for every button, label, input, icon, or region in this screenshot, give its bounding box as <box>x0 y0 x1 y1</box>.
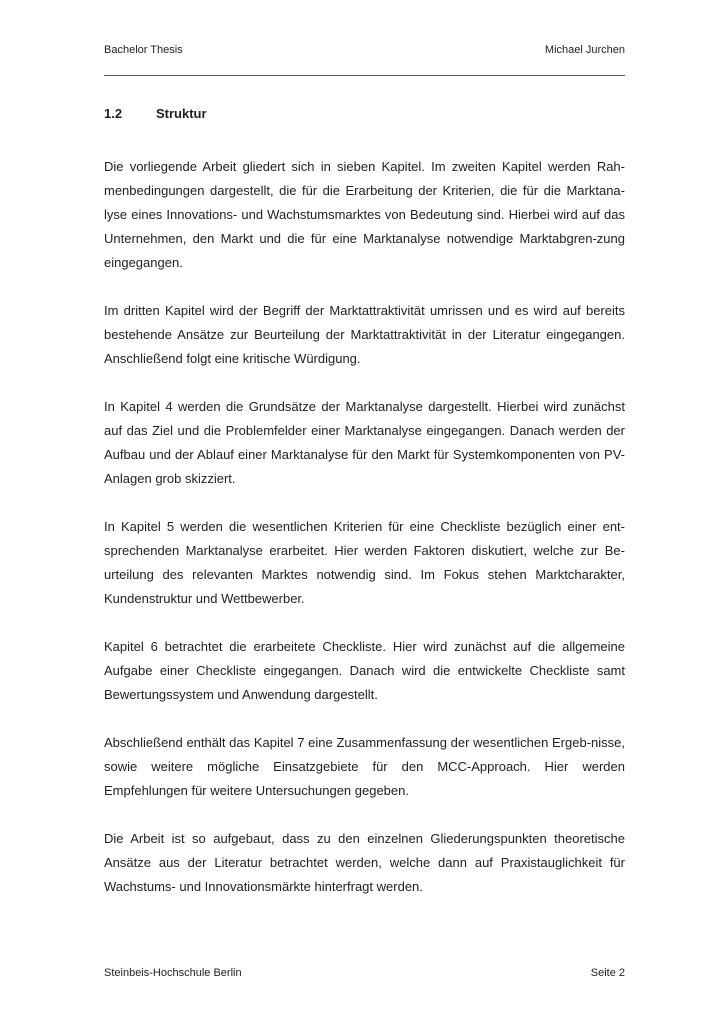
paragraph: Die vorliegende Arbeit gliedert sich in sieben Kapitel. Im zweiten Kapitel werden Rah-menbedingungen dargestellt, die für die Erarbeitung der Kriterien, die für die Marktana-lyse eines Innovations- und Wachstumsmarktes von Bedeutung sind. Hierbei wird auf das Unternehmen, den Markt und die für eine Marktanalyse notwendige Marktabgren-zung eingegangen. <box>104 159 625 270</box>
header-divider <box>104 75 625 76</box>
section-title: Struktur <box>156 106 207 121</box>
body-text <box>104 155 625 923</box>
paragraph: Abschließend enthält das Kapitel 7 eine Zusammenfassung der wesentlichen Ergeb-nisse, sowie weitere mögliche Einsatzgebiete für den MCC-Approach. Hier werden Empfehlungen für weitere Untersuchungen gegeben. <box>104 735 625 798</box>
paragraph: Im dritten Kapitel wird der Begriff der Marktattraktivität umrissen und es wird auf bereits bestehende Ansätze zur Beurteilung der Marktattraktivität in der Literatur eingegangen. Anschließend folgt eine kritische Würdigung. <box>104 303 625 366</box>
paragraph: In Kapitel 5 werden die wesentlichen Kriterien für eine Checkliste bezüglich einer ent-sprechenden Marktanalyse erarbeitet. Hier werden Faktoren diskutiert, welche zur Be-urteilung des relevanten Marktes notwendig sind. Im Fokus stehen Marktcharakter, Kundenstruktur und Wettbewerber. <box>104 519 625 606</box>
paragraph: Kapitel 6 betrachtet die erarbeitete Checkliste. Hier wird zunächst auf die allgemeine Aufgabe einer Checkliste eingegangen. Danach wird die entwickelte Checkliste samt Bewertungssystem und Anwendung dargestellt. <box>104 639 625 702</box>
page-header <box>104 42 625 58</box>
paragraph: In Kapitel 4 werden die Grundsätze der Marktanalyse dargestellt. Hierbei wird zunächst auf das Ziel und die Problemfelder einer Marktanalyse eingegangen. Danach werden der Aufbau und der Ablauf einer Marktanalyse für den Markt für Systemkomponenten von PV-Anlagen grob skizziert. <box>104 399 625 486</box>
header-document-type: Bachelor Thesis <box>104 44 183 56</box>
section-heading <box>104 105 207 123</box>
header-author: Michael Jurchen <box>544 44 625 56</box>
page-number: Seite 2 <box>590 967 625 979</box>
footer-institution: Steinbeis-Hochschule Berlin <box>104 967 242 979</box>
paragraph: Die Arbeit ist so aufgebaut, dass zu den einzelnen Gliederungspunkten theoretische Ansätze aus der Literatur betrachtet werden, welche dann auf Praxistauglichkeit für Wachstums- und Innovationsmärkte hinterfragt werden. <box>104 831 625 894</box>
section-number: 1.2 <box>104 106 123 121</box>
page-footer <box>104 965 625 981</box>
